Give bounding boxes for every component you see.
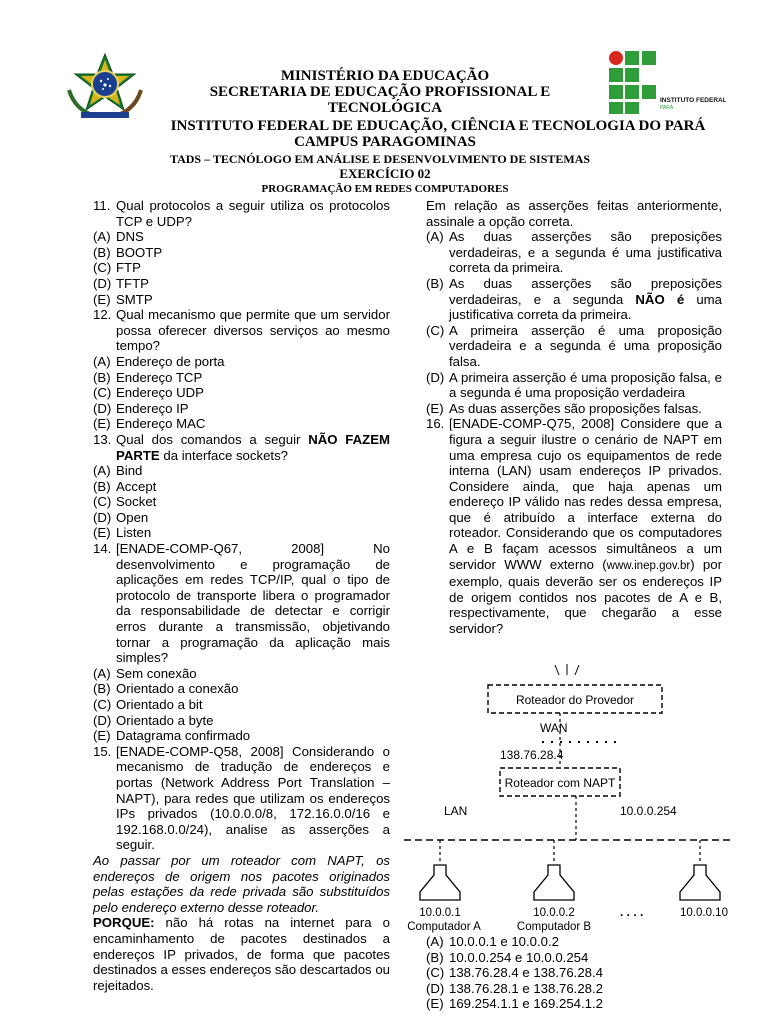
- option-label: (C): [93, 385, 112, 401]
- option-text: Orientado a byte: [116, 712, 214, 728]
- option-text-bold: NÃO é: [635, 291, 685, 307]
- wan-label: WAN: [540, 721, 568, 735]
- option-text: Accept: [116, 478, 157, 494]
- option-label: (D): [93, 509, 112, 525]
- option-text: Datagrama confirmado: [116, 728, 251, 744]
- option-label: (E): [93, 525, 111, 541]
- pc-b-icon: [534, 865, 574, 900]
- question-text: Qual protocolos a seguir utiliza os protocolos TCP e UDP?: [116, 198, 390, 229]
- option-label: (E): [426, 400, 444, 416]
- option-text: SMTP: [116, 291, 153, 307]
- option-text: Sem conexão: [116, 665, 197, 681]
- option-text: As duas asserções são preposições verdadeiras, e a segunda é uma justificativa correta da primeira.: [449, 229, 722, 276]
- pc-a-ip: 10.0.0.1: [419, 907, 461, 919]
- option-label: (D): [93, 400, 112, 416]
- option-e: [93, 525, 390, 541]
- question-14: [93, 541, 390, 666]
- option-d: [426, 370, 722, 401]
- header-exercise: EXERCÍCIO 02: [339, 166, 431, 181]
- lan-ip-label: 10.0.0.254: [620, 804, 677, 818]
- option-a: [93, 463, 390, 479]
- option-text: FTP: [116, 260, 141, 276]
- option-d: [93, 713, 390, 729]
- option-label: (A): [426, 934, 444, 949]
- right-column: [426, 198, 722, 637]
- pc-b-name: Computador B: [516, 921, 592, 933]
- question-number: 11.: [93, 198, 111, 213]
- option-b: [426, 950, 722, 966]
- option-label: (C): [93, 494, 112, 510]
- pc-c-ip: 10.0.0.10: [680, 907, 728, 919]
- option-label: (B): [93, 681, 111, 697]
- option-c: [93, 260, 390, 276]
- wan-ip-label: 138.76.28.4: [500, 748, 564, 762]
- option-label: (B): [93, 478, 111, 494]
- assertion-text: Ao passar por um roteador com NAPT, os endereços de origem nos pacotes originados pelas estações da rede privada são substituídos pelo endereço externo desse roteador.: [93, 852, 390, 915]
- option-c: [93, 385, 390, 401]
- option-label: (D): [426, 980, 445, 996]
- question-15: [93, 744, 390, 853]
- option-text: As duas asserções são proposições falsas.: [449, 400, 702, 416]
- option-text: Endereço MAC: [116, 416, 206, 432]
- antenna-mark: [555, 665, 559, 675]
- option-text: 169.254.1.1 e 169.254.1.2: [449, 996, 603, 1012]
- option-text: DNS: [116, 229, 144, 245]
- porque-text: não há rotas na internet para o encaminhamento de pacotes destinados a endereços IP privados, de forma que pacotes destinados a esses endereços são descartados ou rejeitados.: [93, 915, 390, 993]
- option-b: [93, 681, 390, 697]
- napt-network-diagram: [404, 660, 734, 936]
- option-text-pre: As duas asserções são preposições verdadeiras, e a segunda: [449, 275, 722, 307]
- option-text: Endereço de porta: [116, 353, 225, 369]
- option-c: [93, 697, 390, 713]
- provider-router-label: Roteador do Provedor: [515, 693, 635, 707]
- option-label: (C): [93, 260, 112, 276]
- pc-c-icon: [680, 865, 720, 900]
- question-16-options: [426, 934, 722, 1012]
- question-text-post: da interface sockets?: [159, 447, 289, 463]
- question-text-bold: NÃO FAZEM PARTE: [116, 431, 390, 463]
- question-number: 13.: [93, 431, 112, 447]
- option-a: [93, 354, 390, 370]
- option-d: [93, 510, 390, 526]
- brazil-coat-of-arms-icon: [62, 52, 148, 120]
- option-label: (A): [93, 353, 111, 369]
- left-column: [93, 198, 390, 993]
- option-label: (B): [426, 949, 444, 965]
- option-c: [93, 494, 390, 510]
- option-a: [426, 934, 722, 950]
- header-course: TADS – TECNÓLOGO EM ANÁLISE E DESENVOLVIMENTO DE SISTEMAS: [169, 152, 591, 166]
- pc-a-name: Computador A: [407, 921, 481, 933]
- lan-label: LAN: [444, 804, 468, 818]
- option-text: Socket: [116, 494, 157, 510]
- question-url: www.inep.gov.br: [606, 559, 691, 572]
- option-b: [93, 370, 390, 386]
- option-label: (D): [426, 369, 445, 385]
- option-label: (D): [93, 275, 112, 291]
- question-12: [93, 307, 390, 354]
- header-institute: INSTITUTO FEDERAL DE EDUCAÇÃO, CIÊNCIA E TECNOLOGIA DO PARÁ: [170, 118, 706, 134]
- option-label: (B): [93, 369, 111, 385]
- option-c: [426, 965, 722, 981]
- option-text: Listen: [116, 525, 152, 541]
- option-text: A primeira asserção é uma proposição verdadeira e a segunda é uma proposição falsa.: [449, 322, 722, 369]
- option-label: (A): [93, 665, 111, 681]
- question-number: 14.: [93, 541, 112, 557]
- option-c: [426, 323, 722, 370]
- question-number: 12.: [93, 307, 112, 323]
- antenna-mark: [575, 665, 579, 675]
- option-d: [426, 981, 722, 997]
- option-text: A primeira asserção é uma proposição falsa, e a segunda é uma proposição verdadeira: [449, 369, 722, 401]
- logo-text-state: PARÁ: [660, 105, 674, 111]
- option-text: 138.76.28.4 e 138.76.28.4: [449, 965, 603, 981]
- option-b: [93, 479, 390, 495]
- logo-text-institute: INSTITUTO FEDERAL: [660, 97, 726, 104]
- instituto-federal-logo: [606, 50, 726, 116]
- question-16: [426, 416, 722, 636]
- option-e: [426, 401, 722, 417]
- option-a: [93, 666, 390, 682]
- option-text: 138.76.28.1 e 138.76.28.2: [449, 980, 603, 996]
- pc-b-ip: 10.0.0.2: [533, 907, 575, 919]
- option-label: (B): [426, 275, 444, 291]
- option-label: (C): [93, 697, 112, 712]
- header-ministry: MINISTÉRIO DA EDUCAÇÃO: [280, 68, 490, 84]
- header-secretariat: SECRETARIA DE EDUCAÇÃO PROFISSIONAL E: [209, 84, 551, 100]
- option-text: Endereço UDP: [116, 385, 204, 401]
- question-text: Qual mecanismo que permite que um servidor possa oferecer diversos serviços ao mesmo tempo?: [116, 307, 390, 354]
- option-text: Orientado a bit: [116, 697, 203, 712]
- option-label: (E): [93, 728, 111, 744]
- question-text-pre: [ENADE-COMP-Q75, 2008] Considere que a figura a seguir ilustre o cenário de NAPT em uma empresa cujo os equipamentos de rede interna (LAN) usam endereços IP privados. Considere ainda, que haja apenas um endereço IP válido nas redes dessa empresa, que é atribuído a interface externa do roteador. Considerando que os computadores A e B façam acessos simultâneos a um servidor WWW externo (: [449, 416, 722, 572]
- option-label: (A): [426, 229, 444, 245]
- option-label: (C): [426, 965, 445, 981]
- option-a: [93, 229, 390, 245]
- option-label: (E): [93, 416, 111, 432]
- option-label: (B): [93, 244, 111, 260]
- option-label: (C): [426, 322, 445, 338]
- option-text: BOOTP: [116, 244, 163, 260]
- option-label: (A): [93, 229, 111, 245]
- option-text: TFTP: [116, 275, 149, 291]
- if-logo-icon: [606, 50, 726, 116]
- question-text-post: ) por exemplo, quais deverão ser os endereços IP de origem contidos nos pacotes de A e B, respectivamente, que chegarão a esse servidor?: [449, 556, 722, 637]
- question-text: [ENADE-COMP-Q58, 2008] Considerando o mecanismo de tradução de endereços e portas (Network Address Port Translation – NAPT), para redes que utilizam os endereços IPs privados (10.0.0.0/8, 172.16.0.0/16 e 192.168.0.0/24), analise as asserções a seguir.: [116, 743, 390, 853]
- pc-a-icon: [420, 865, 460, 900]
- ellipsis: . . . .: [620, 905, 644, 919]
- option-text: Orientado a conexão: [116, 681, 239, 697]
- option-b: [426, 276, 722, 323]
- question-text: [ENADE-COMP-Q67, 2008] No desenvolvimento e programação de aplicações em redes TCP/IP, qual o tipo de protocolo de transporte libera o programador da responsabilidade de detectar e corrigir erros durante a transmissão, objetivando tornar a programação da aplicação mais simples?: [116, 541, 390, 666]
- porque-paragraph: [93, 915, 390, 993]
- question-number: 15.: [93, 743, 112, 759]
- question-13: [93, 432, 390, 463]
- option-label: (D): [93, 712, 112, 728]
- option-d: [93, 401, 390, 417]
- option-a: [426, 229, 722, 276]
- napt-router-label: Roteador com NAPT: [504, 776, 616, 790]
- document-header: [0, 0, 768, 200]
- option-text: Endereço TCP: [116, 369, 203, 385]
- option-e: [426, 996, 722, 1012]
- option-b: [93, 245, 390, 261]
- question-11: [93, 198, 390, 229]
- option-text: Open: [116, 509, 149, 525]
- question-text-pre: Qual dos comandos a seguir: [116, 431, 309, 447]
- header-campus: CAMPUS PARAGOMINAS: [294, 134, 476, 150]
- option-text-post: uma justificativa correta da primeira.: [449, 291, 722, 323]
- option-d: [93, 276, 390, 292]
- option-text: Endereço IP: [116, 400, 189, 416]
- option-e: [93, 728, 390, 744]
- porque-label: PORQUE:: [93, 915, 155, 931]
- option-text: 10.0.0.1 e 10.0.0.2: [449, 934, 559, 949]
- header-subject: PROGRAMAÇÃO EM REDES COMPUTADORES: [261, 183, 509, 195]
- header-secretariat-cont: TECNOLÓGICA: [327, 100, 443, 116]
- option-e: [93, 416, 390, 432]
- option-text: Bind: [116, 463, 143, 479]
- option-label: (E): [426, 996, 444, 1012]
- option-e: [93, 292, 390, 308]
- option-label: (A): [93, 463, 111, 479]
- assertion-intro: Em relação as asserções feitas anteriormente, assinale a opção correta.: [426, 198, 722, 229]
- option-label: (E): [93, 291, 111, 307]
- question-number: 16.: [426, 416, 445, 432]
- option-text: 10.0.0.254 e 10.0.0.254: [449, 949, 589, 965]
